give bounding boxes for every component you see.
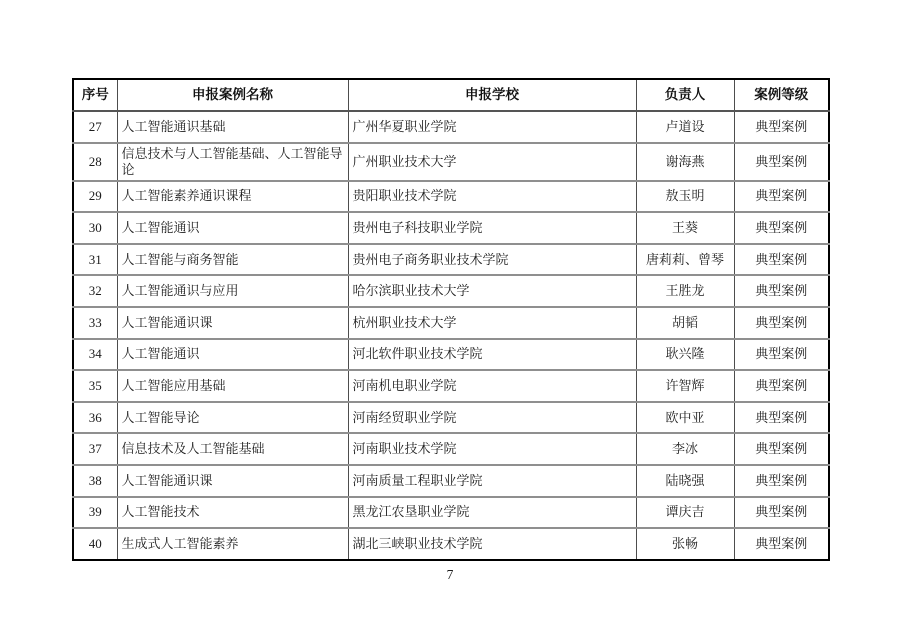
row-case-name: 人工智能通识与应用 xyxy=(117,275,348,307)
row-leader: 许智辉 xyxy=(636,370,734,402)
row-case-name: 人工智能技术 xyxy=(117,497,348,529)
row-leader: 王葵 xyxy=(636,212,734,244)
table-row xyxy=(73,433,829,465)
row-case-name: 人工智能与商务智能 xyxy=(117,244,348,276)
row-case-level: 典型案例 xyxy=(734,181,829,213)
header-serial-number: 序号 xyxy=(73,79,117,111)
row-case-level: 典型案例 xyxy=(734,143,829,181)
table-row xyxy=(73,497,829,529)
table-row xyxy=(73,370,829,402)
row-serial-number: 31 xyxy=(73,244,117,276)
table-row xyxy=(73,402,829,434)
row-case-name: 人工智能素养通识课程 xyxy=(117,181,348,213)
row-serial-number: 36 xyxy=(73,402,117,434)
row-leader: 耿兴隆 xyxy=(636,339,734,371)
row-serial-number: 33 xyxy=(73,307,117,339)
row-school: 河南职业技术学院 xyxy=(348,433,636,465)
row-serial-number: 32 xyxy=(73,275,117,307)
row-leader: 王胜龙 xyxy=(636,275,734,307)
table-row xyxy=(73,181,829,213)
row-school: 哈尔滨职业技术大学 xyxy=(348,275,636,307)
row-case-name: 人工智能通识课 xyxy=(117,465,348,497)
table-row xyxy=(73,339,829,371)
row-case-name: 人工智能通识课 xyxy=(117,307,348,339)
row-case-name: 生成式人工智能素养 xyxy=(117,528,348,560)
row-leader: 陆晓强 xyxy=(636,465,734,497)
row-case-level: 典型案例 xyxy=(734,528,829,560)
row-leader: 唐莉莉、曾琴 xyxy=(636,244,734,276)
row-serial-number: 28 xyxy=(73,143,117,181)
row-case-name: 人工智能通识 xyxy=(117,212,348,244)
row-school: 贵阳职业技术学院 xyxy=(348,181,636,213)
row-case-level: 典型案例 xyxy=(734,212,829,244)
row-case-level: 典型案例 xyxy=(734,402,829,434)
row-school: 广州华夏职业学院 xyxy=(348,111,636,143)
table-row xyxy=(73,275,829,307)
row-leader: 敖玉明 xyxy=(636,181,734,213)
row-case-name: 信息技术及人工智能基础 xyxy=(117,433,348,465)
row-school: 黑龙江农垦职业学院 xyxy=(348,497,636,529)
row-serial-number: 29 xyxy=(73,181,117,213)
row-serial-number: 34 xyxy=(73,339,117,371)
row-case-name: 人工智能导论 xyxy=(117,402,348,434)
row-case-level: 典型案例 xyxy=(734,465,829,497)
row-school: 河北软件职业技术学院 xyxy=(348,339,636,371)
table-body xyxy=(73,111,829,560)
row-case-level: 典型案例 xyxy=(734,339,829,371)
row-leader: 谢海燕 xyxy=(636,143,734,181)
row-school: 广州职业技术大学 xyxy=(348,143,636,181)
row-school: 杭州职业技术大学 xyxy=(348,307,636,339)
row-serial-number: 27 xyxy=(73,111,117,143)
row-serial-number: 39 xyxy=(73,497,117,529)
row-serial-number: 30 xyxy=(73,212,117,244)
table-header xyxy=(73,79,829,111)
row-case-name: 人工智能通识 xyxy=(117,339,348,371)
row-case-level: 典型案例 xyxy=(734,307,829,339)
header-case-name: 申报案例名称 xyxy=(117,79,348,111)
row-leader: 李冰 xyxy=(636,433,734,465)
row-case-name: 人工智能通识基础 xyxy=(117,111,348,143)
row-case-level: 典型案例 xyxy=(734,497,829,529)
row-case-level: 典型案例 xyxy=(734,370,829,402)
row-case-level: 典型案例 xyxy=(734,275,829,307)
header-case-level: 案例等级 xyxy=(734,79,829,111)
row-school: 湖北三峡职业技术学院 xyxy=(348,528,636,560)
row-serial-number: 37 xyxy=(73,433,117,465)
row-school: 河南机电职业学院 xyxy=(348,370,636,402)
table-row xyxy=(73,528,829,560)
header-school: 申报学校 xyxy=(348,79,636,111)
row-case-level: 典型案例 xyxy=(734,111,829,143)
row-leader: 谭庆吉 xyxy=(636,497,734,529)
table-row xyxy=(73,111,829,143)
page-number: 7 xyxy=(446,567,454,582)
row-school: 河南经贸职业学院 xyxy=(348,402,636,434)
row-leader: 欧中亚 xyxy=(636,402,734,434)
table-row xyxy=(73,307,829,339)
row-serial-number: 38 xyxy=(73,465,117,497)
table-row xyxy=(73,143,829,181)
cases-table xyxy=(72,78,830,561)
row-case-name: 信息技术与人工智能基础、人工智能导论 xyxy=(117,143,348,181)
row-leader: 张畅 xyxy=(636,528,734,560)
row-leader: 卢道设 xyxy=(636,111,734,143)
row-case-level: 典型案例 xyxy=(734,244,829,276)
header-row xyxy=(73,79,829,111)
row-serial-number: 35 xyxy=(73,370,117,402)
row-case-name: 人工智能应用基础 xyxy=(117,370,348,402)
table-row xyxy=(73,465,829,497)
table-row xyxy=(73,212,829,244)
row-serial-number: 40 xyxy=(73,528,117,560)
row-school: 河南质量工程职业学院 xyxy=(348,465,636,497)
row-school: 贵州电子科技职业学院 xyxy=(348,212,636,244)
table-row xyxy=(73,244,829,276)
row-case-level: 典型案例 xyxy=(734,433,829,465)
row-school: 贵州电子商务职业技术学院 xyxy=(348,244,636,276)
row-leader: 胡韬 xyxy=(636,307,734,339)
header-leader: 负责人 xyxy=(636,79,734,111)
